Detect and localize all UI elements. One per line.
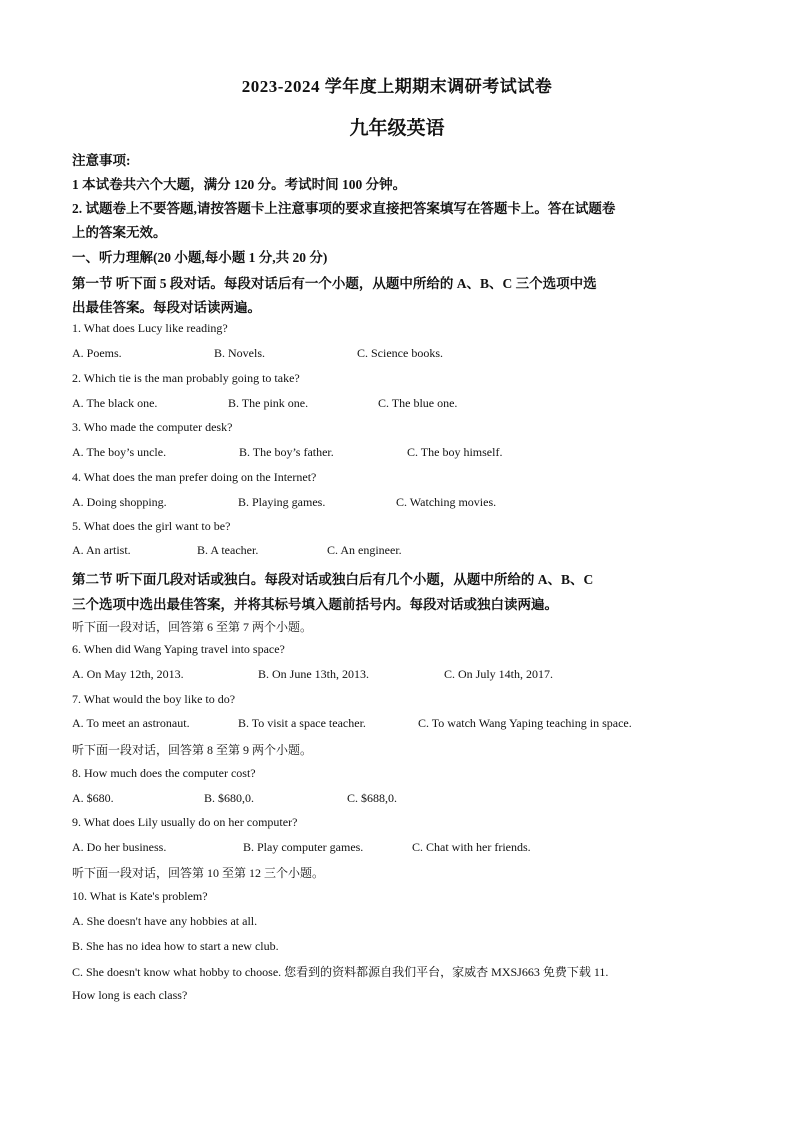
question-stem: 10. What is Kate's problem?: [72, 889, 208, 903]
dialogue-instruction: 听下面一段对话，回答第 6 至第 7 两个小题。: [72, 620, 313, 634]
option-a: A. She doesn't have any hobbies at all.: [72, 914, 258, 928]
question-stem: 3. Who made the computer desk?: [72, 420, 233, 434]
option-c: C. The boy himself.: [407, 445, 503, 459]
question-stem: 7. What would the boy like to do?: [72, 692, 236, 706]
part1-heading: 一、听力理解(20 小题,每小题 1 分,共 20 分): [72, 250, 328, 265]
option-a: A. $680.: [72, 791, 114, 805]
option-a: A. An artist.: [72, 543, 131, 557]
question-stem: 4. What does the man prefer doing on the Internet?: [72, 470, 317, 484]
option-c: C. $688,0.: [347, 791, 398, 805]
option-b: B. Novels.: [214, 346, 265, 360]
option-a: A. To meet an astronaut.: [72, 716, 190, 730]
option-c: C. Science books.: [357, 346, 443, 360]
option-a: A. Poems.: [72, 346, 122, 360]
option-c: C. She doesn't know what hobby to choose. 您看到的资料都源自我们平台，家威杏 MXSJ663 免费下载 11.: [72, 965, 609, 979]
option-c: C. On July 14th, 2017.: [444, 667, 554, 681]
exam-subject: 九年级英语: [349, 118, 445, 139]
option-c: C. To watch Wang Yaping teaching in space.: [418, 716, 632, 730]
notes-item-2-line-2: 上的答案无效。: [72, 225, 167, 240]
option-b: B. Playing games.: [238, 495, 326, 509]
option-c: C. Watching movies.: [396, 495, 497, 509]
option-a: A. Doing shopping.: [72, 495, 167, 509]
question-stem: 9. What does Lily usually do on her computer?: [72, 815, 298, 829]
question-stem: 5. What does the girl want to be?: [72, 519, 231, 533]
notes-item-1: 1 本试卷共六个大题，满分 120 分。考试时间 100 分钟。: [72, 177, 407, 192]
option-b: B. The boy’s father.: [239, 445, 334, 459]
section1-instruction-line-2: 出最佳答案。每段对话读两遍。: [72, 300, 261, 315]
option-c: C. An engineer.: [327, 543, 402, 557]
option-a: A. Do her business.: [72, 840, 167, 854]
option-b: B. To visit a space teacher.: [238, 716, 366, 730]
section1-instruction-line-1: 第一节 听下面 5 段对话。每段对话后有一个小题，从题中所给的 A、B、C 三个选项中选: [72, 276, 597, 291]
notes-heading: 注意事项:: [72, 153, 131, 168]
option-b: B. On June 13th, 2013.: [258, 667, 369, 681]
option-b: B. Play computer games.: [243, 840, 364, 854]
section2-instruction-line-2: 三个选项中选出最佳答案，并将其标号填入题前括号内。每段对话或独白读两遍。: [72, 597, 558, 612]
section2-instruction-line-1: 第二节 听下面几段对话或独白。每段对话或独白后有几个小题，从题中所给的 A、B、C: [72, 572, 594, 587]
option-c: C. The blue one.: [378, 396, 458, 410]
question-stem: 1. What does Lucy like reading?: [72, 321, 228, 335]
option-a: A. The black one.: [72, 396, 158, 410]
dialogue-instruction: 听下面一段对话，回答第 10 至第 12 三个小题。: [72, 866, 325, 880]
notes-item-2-line-1: 2. 试题卷上不要答题,请按答题卡上注意事项的要求直接把答案填写在答题卡上。答在试题卷: [72, 201, 616, 216]
question-stem: 8. How much does the computer cost?: [72, 766, 256, 780]
option-b: B. $680,0.: [204, 791, 255, 805]
exam-title: 2023-2024 学年度上期期末调研考试试卷: [241, 77, 553, 96]
option-b: B. She has no idea how to start a new club.: [72, 939, 279, 953]
option-b: B. The pink one.: [228, 396, 309, 410]
option-b: B. A teacher.: [197, 543, 259, 557]
dialogue-instruction: 听下面一段对话，回答第 8 至第 9 两个小题。: [72, 743, 313, 757]
question-stem-11: How long is each class?: [72, 988, 188, 1002]
option-c: C. Chat with her friends.: [412, 840, 531, 854]
option-a: A. On May 12th, 2013.: [72, 667, 184, 681]
option-a: A. The boy’s uncle.: [72, 445, 167, 459]
question-stem: 6. When did Wang Yaping travel into space?: [72, 642, 285, 656]
question-stem: 2. Which tie is the man probably going to take?: [72, 371, 300, 385]
